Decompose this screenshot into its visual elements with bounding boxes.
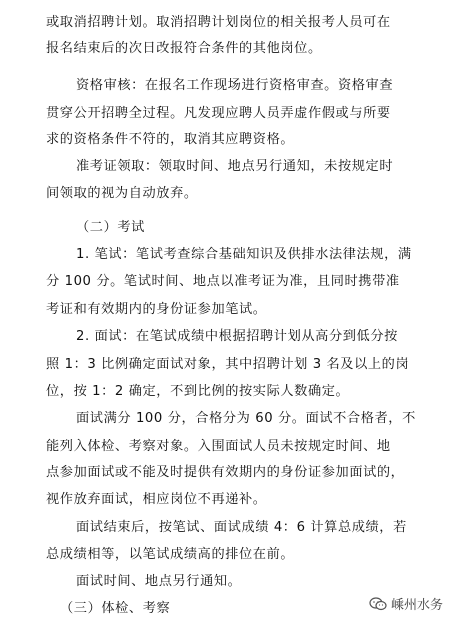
section-heading: （三）体检、考察	[60, 601, 171, 616]
text-line: 准考证领取：领取时间、地点另行通知，未按规定时	[76, 159, 394, 175]
section-heading: （二）考试	[76, 219, 145, 235]
text-line: 分 100 分。笔试时间、地点以准考证为准，且同时携带准	[46, 274, 400, 290]
text-line: 能列入体检、考察对象。入围面试人员未按规定时间、地	[46, 438, 391, 454]
text-line: 资格审核：在报名工作现场进行资格审查。资格审查	[76, 77, 394, 93]
text-line: 1. 笔试：笔试考查综合基础知识及供排水法律法规，满	[76, 246, 412, 262]
text-line: 视作放弃面试，相应岗位不再递补。	[46, 492, 267, 508]
text-line: 照 1：3 比例确定面试对象，其中招聘计划 3 名及以上的岗	[46, 356, 410, 372]
text-line: 2. 面试：在笔试成绩中根据招聘计划从高分到低分按	[76, 329, 398, 345]
text-line: 考证和有效期内的身份证参加笔试。	[46, 302, 267, 318]
text-line: 间领取的视为自动放弃。	[46, 186, 198, 202]
text-line: 位，按 1：2 确定，不到比例的按实际人数确定。	[46, 383, 350, 399]
text-line: 求的资格条件不符的，取消其应聘资格。	[46, 131, 295, 147]
watermark-text: 嵊州水务	[390, 598, 443, 613]
text-line: 面试满分 100 分，合格分为 60 分。面试不合格者，不	[76, 410, 416, 426]
text-line: 或取消招聘计划。取消招聘计划岗位的相关报考人员可在	[46, 15, 391, 30]
text-line: 贯穿公开招聘全过程。凡发现应聘人员弄虚作假或与所要	[46, 105, 391, 121]
text-line: 面试时间、地点另行通知。	[76, 574, 242, 590]
wechat-icon	[369, 597, 387, 611]
text-line: 总成绩相等，以笔试成绩高的排位在前。	[46, 547, 295, 563]
text-line: 点参加面试或不能及时提供有效期内的身份证参加面试的，	[46, 465, 405, 481]
text-line: 报名结束后的次日改报符合条件的其他岗位。	[46, 41, 322, 57]
text-line: 面试结束后，按笔试、面试成绩 4：6 计算总成绩，若	[76, 520, 407, 536]
watermark	[369, 594, 443, 613]
